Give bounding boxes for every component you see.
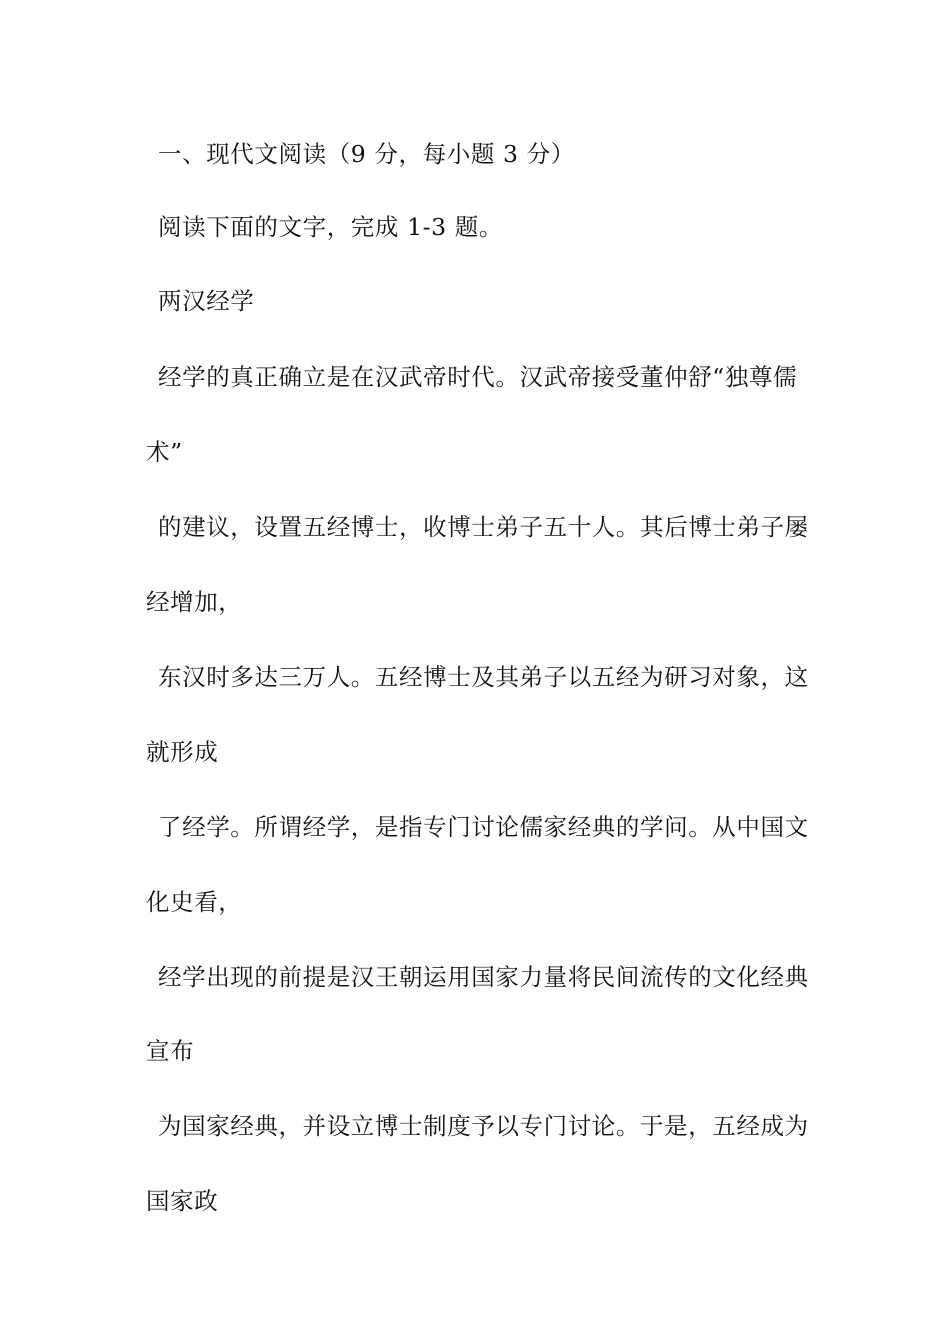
paragraph-line: 经学出现的前提是汉王朝运用国家力量将民间流传的文化经典 (158, 963, 809, 991)
paragraph-line: 国家政 (146, 1187, 219, 1215)
paragraph-line: 的建议，设置五经博士，收博士弟子五十人。其后博士弟子屡 (158, 513, 809, 541)
paragraph-line: 化史看， (146, 888, 243, 916)
paragraph-line: 宣布 (146, 1037, 195, 1065)
section-heading: 一、现代文阅读（9 分，每小题 3 分） (158, 140, 575, 168)
paragraph-line: 为国家经典，并设立博士制度予以专门讨论。于是，五经成为 (158, 1112, 809, 1140)
paragraph-line: 经学的真正确立是在汉武帝时代。汉武帝接受董仲舒“独尊儒 (158, 363, 798, 391)
paragraph-line: 经增加， (146, 588, 243, 616)
passage-title: 两汉经学 (158, 287, 255, 315)
paragraph-line: 了经学。所谓经学，是指专门讨论儒家经典的学问。从中国文 (158, 813, 809, 841)
paragraph-line: 东汉时多达三万人。五经博士及其弟子以五经为研习对象，这 (158, 663, 809, 691)
instruction-line: 阅读下面的文字，完成 1-3 题。 (158, 213, 503, 241)
paragraph-line: 术” (146, 438, 183, 466)
paragraph-line: 就形成 (146, 738, 219, 766)
